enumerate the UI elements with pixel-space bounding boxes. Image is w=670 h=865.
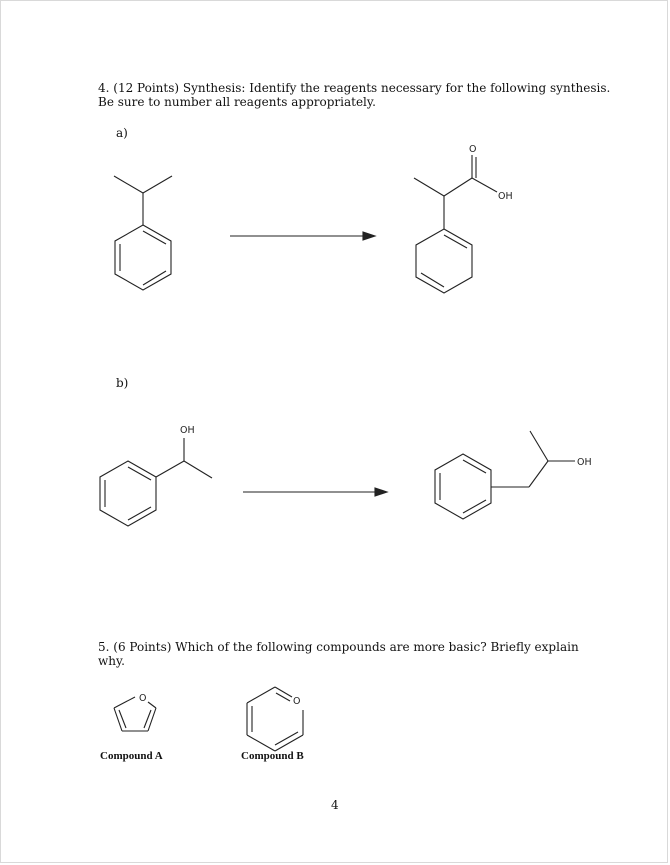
pyran-ring [247, 687, 303, 751]
pyran-o-label: O [293, 696, 301, 707]
acid-oh-label: OH [498, 191, 513, 202]
page-number: 4 [331, 798, 339, 812]
part-b-label: b) [116, 376, 129, 390]
compound-a-label: Compound A [100, 750, 163, 762]
q5-prompt-line2: why. [98, 654, 125, 668]
carbonyl-o-label: O [469, 144, 477, 155]
start-oh-label: OH [180, 425, 195, 436]
q5-prompt-line1: 5. (6 Points) Which of the following compounds are more basic? Briefly explain [98, 640, 579, 654]
product-oh-label: OH [577, 457, 592, 468]
q4-prompt-line2: Be sure to number all reagents appropriately. [98, 95, 376, 109]
part-a-label: a) [116, 126, 128, 140]
q4-prompt-line1: 4. (12 Points) Synthesis: Identify the reagents necessary for the following synthesis. [98, 81, 611, 95]
compound-b-label: Compound B [241, 750, 304, 762]
furan-o-label: O [139, 693, 147, 704]
